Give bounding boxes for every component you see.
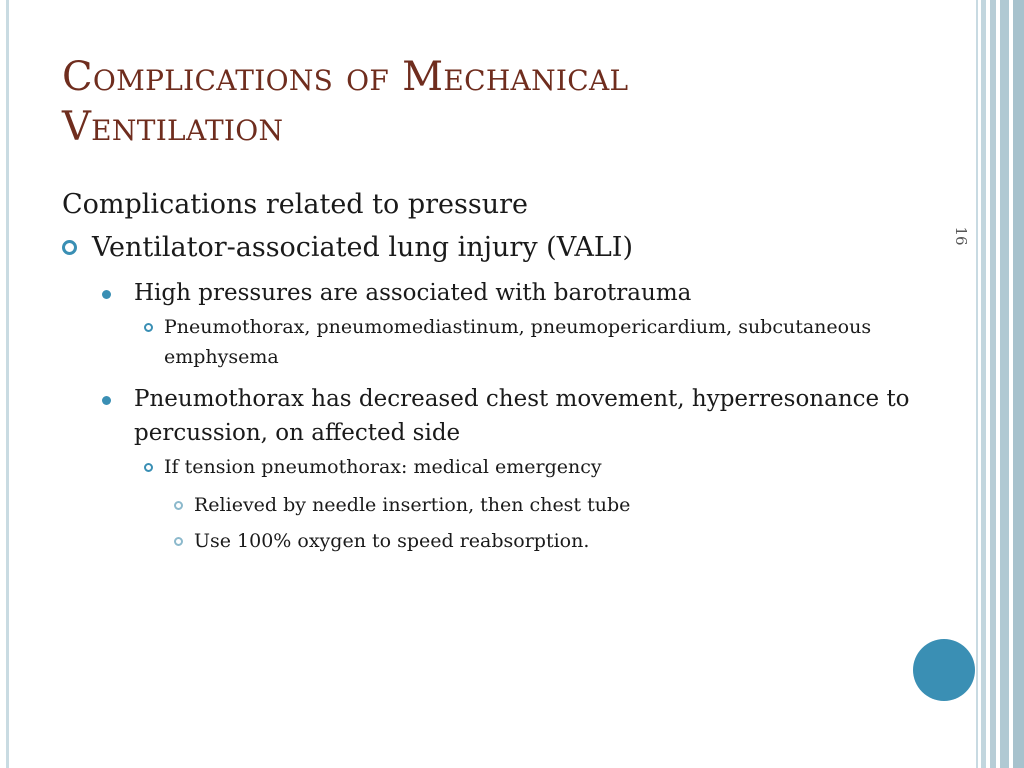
section-heading: Complications related to pressure	[62, 189, 529, 220]
bullet-text: High pressures are associated with barotrauma	[134, 280, 692, 306]
right-decorative-stripe	[1013, 0, 1024, 768]
bullet-level-1	[62, 230, 942, 266]
bullet-level-4	[174, 526, 942, 556]
small-ring-bullet-icon	[144, 312, 164, 332]
dot-bullet-icon	[102, 382, 134, 405]
light-ring-bullet-icon	[174, 526, 194, 546]
bullet-level-2	[102, 382, 942, 450]
bullet-level-4	[174, 490, 942, 520]
left-border-rule	[6, 0, 9, 768]
bullet-level-3	[144, 452, 942, 482]
slide-title	[62, 52, 922, 152]
bullet-text: If tension pneumothorax: medical emergency	[164, 456, 602, 478]
ring-bullet-icon	[62, 230, 92, 255]
page-number: 16	[952, 226, 970, 246]
slide-title-line-1: Complications of Mechanical	[62, 54, 629, 100]
bullet-level-2	[102, 276, 942, 310]
light-ring-bullet-icon	[174, 490, 194, 510]
bullet-level-3	[144, 312, 942, 372]
right-decorative-stripe	[976, 0, 978, 768]
small-ring-bullet-icon	[144, 452, 164, 472]
bullet-text: Pneumothorax has decreased chest movement, hyperresonance to percussion, on affected side	[134, 386, 910, 446]
decorative-circle	[913, 639, 975, 701]
right-decorative-stripe	[1000, 0, 1009, 768]
bullet-text: Relieved by needle insertion, then chest tube	[194, 494, 631, 516]
dot-bullet-icon	[102, 276, 134, 299]
slide-body	[62, 186, 942, 562]
bullet-text: Use 100% oxygen to speed reabsorption.	[194, 530, 590, 552]
bullet-text: Ventilator-associated lung injury (VALI)	[92, 232, 633, 263]
bullet-text: Pneumothorax, pneumomediastinum, pneumopericardium, subcutaneous emphysema	[164, 316, 872, 368]
right-decorative-stripe	[990, 0, 996, 768]
slide-title-line-2: Ventilation	[62, 104, 284, 150]
right-decorative-stripe	[981, 0, 986, 768]
